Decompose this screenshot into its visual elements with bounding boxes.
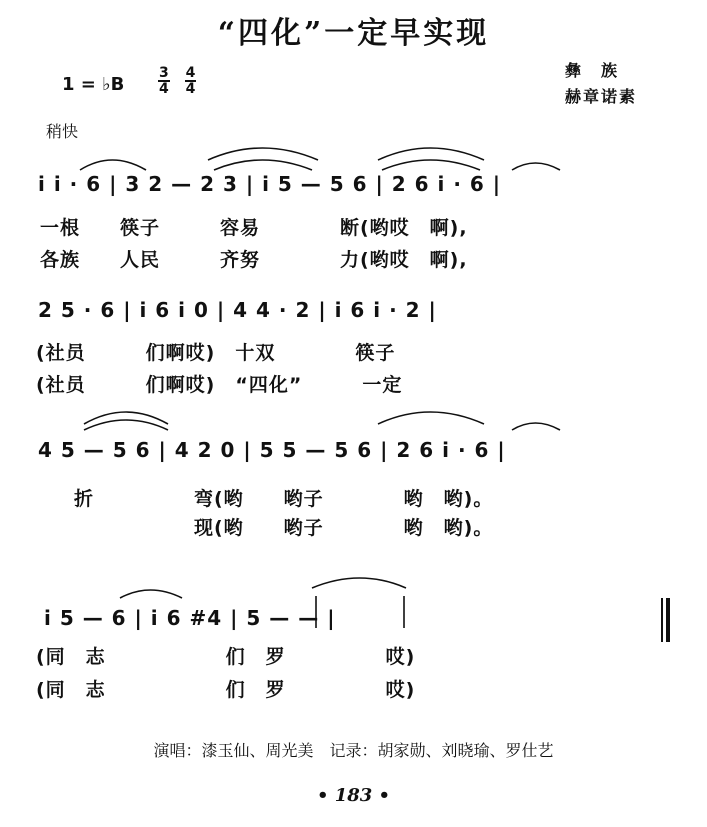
lyrics-line-3b: 现(哟 哟子 哟 哟)。 — [74, 517, 494, 539]
final-barline — [662, 598, 668, 642]
notation-line-1: i i · 6 | 3 2 — 2 3 | i 5 — 5 6 | 2 6 i · 6 | — [38, 172, 502, 196]
lyrics-line-3a: 折 弯(哟 哟子 哟 哟)。 — [74, 488, 494, 510]
lyrics-line-4b: (同 志 们 罗 哎) — [36, 679, 416, 701]
lyrics-line-2a: (社员 们啊哎) 十双 筷子 — [36, 342, 396, 364]
page-number: • 183 • — [316, 785, 391, 806]
key-signature: 1 = ♭B — [62, 74, 125, 95]
lyrics-line-1b: 各族 人民 齐努 力(哟哎 啊), — [40, 249, 468, 271]
notation-line-3: 4 5 — 5 6 | 4 2 0 | 5 5 — 5 6 | 2 6 i · 6 | — [38, 438, 506, 462]
notation-line-2: 2 5 · 6 | i 6 i 0 | 4 4 · 2 | i 6 i · 2 | — [38, 298, 437, 322]
song-title: “四化”一定早实现 — [217, 16, 490, 51]
ethnic-group: 彝 族 — [565, 61, 620, 80]
tempo-marking: 稍快 — [46, 122, 79, 141]
meter-4-4: $\frac{4}{4}$ — [185, 65, 196, 97]
lyrics-line-1a: 一根 筷子 容易 断(哟哎 啊), — [40, 217, 468, 239]
performer-credits: 演唱：漆玉仙、周光美 记录：胡家勋、刘晓瑜、罗仕艺 — [153, 741, 554, 760]
region-credit: 赫章诺素 — [565, 87, 638, 106]
meter-3-4: $\frac{3}{4}$ — [159, 65, 169, 97]
notation-line-4: i 5 — 6 | i 6 #4 | 5 — — | — [44, 606, 336, 630]
lyrics-line-2b: (社员 们啊哎) “四化” 一定 — [36, 374, 403, 396]
lyrics-line-4a: (同 志 们 罗 哎) — [36, 646, 416, 668]
time-signature — [158, 66, 206, 96]
